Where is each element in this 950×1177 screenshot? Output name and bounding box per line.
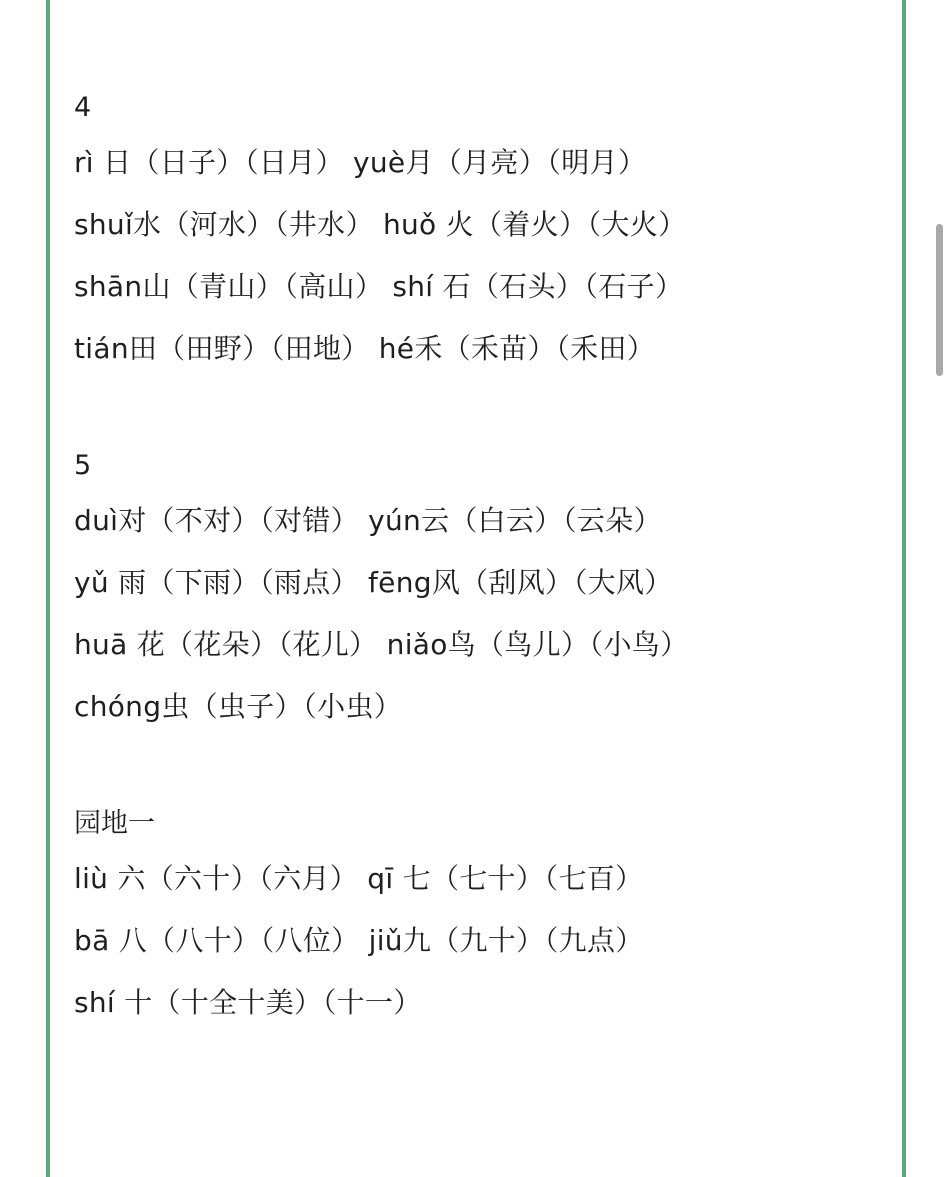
vocab-line: shān山（青山）（高山） shí 石（石头）（石子） <box>74 270 684 303</box>
section-heading: 5 <box>74 450 92 481</box>
vocab-line: rì 日（日子）（日月） yuè月（月亮）（明月） <box>74 146 647 179</box>
scrollbar-thumb[interactable] <box>936 224 943 376</box>
vocab-line: liù 六（六十）（六月） qī 七（七十）（七百） <box>74 862 644 895</box>
vocab-line: chóng虫（虫子）（小虫） <box>74 690 402 723</box>
vocab-line: huā 花（花朵）（花儿） niǎo鸟（鸟儿）（小鸟） <box>74 628 689 661</box>
section-heading: 园地一 <box>74 808 155 839</box>
section-yuandi-1 <box>74 800 874 1034</box>
vocab-line: duì对（不对）（对错） yún云（白云）（云朵） <box>74 504 662 537</box>
document-content <box>74 84 874 1096</box>
vocab-line: shí 十（十全十美）（十一） <box>74 986 422 1019</box>
vocab-line: bā 八（八十）（八位） jiǔ九（九十）（九点） <box>74 924 644 957</box>
vocab-line: yǔ 雨（下雨）（雨点） fēng风（刮风）（大风） <box>74 566 673 599</box>
vocab-line: shuǐ水（河水）（井水） huǒ 火（着火）（大火） <box>74 208 687 241</box>
section-4 <box>74 84 874 380</box>
section-5 <box>74 442 874 738</box>
vocab-line: tián田（田野）（田地） hé禾（禾苗）（禾田） <box>74 332 656 365</box>
section-heading: 4 <box>74 92 92 123</box>
